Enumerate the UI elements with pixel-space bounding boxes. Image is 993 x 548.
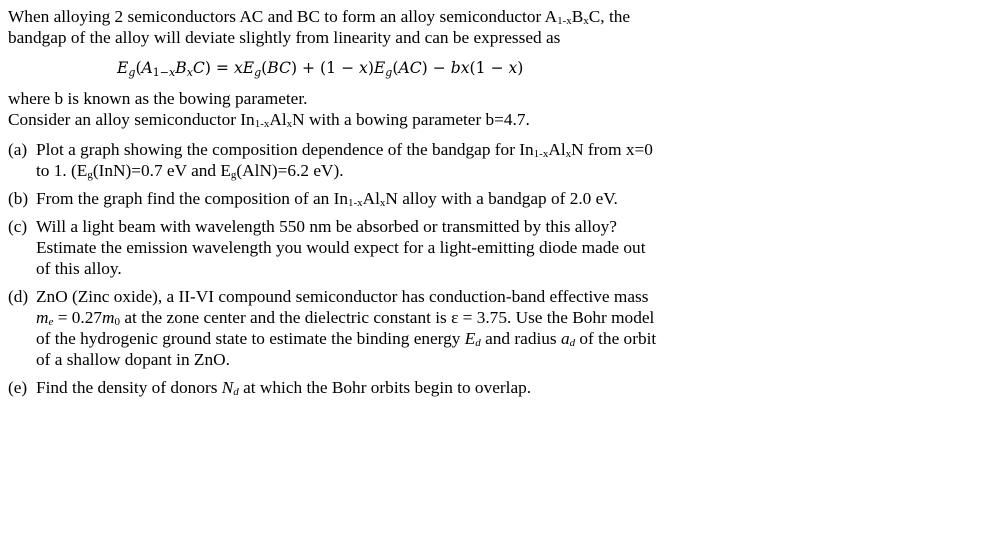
definition-line-1: where b is known as the bowing parameter. bbox=[8, 89, 308, 108]
intro-paragraph bbox=[8, 6, 698, 48]
intro-line-2: bandgap of the alloy will deviate slightly from linearity and can be expressed as bbox=[8, 28, 561, 47]
question-d-line-4: of a shallow dopant in ZnO. bbox=[36, 350, 230, 369]
question-c bbox=[8, 216, 698, 279]
bowing-equation: $E_g(A_{1-x}B_xC) = xE_g(BC) + (1 - x)E_g(AC) - bx(1 - x)$ bbox=[117, 59, 524, 79]
question-a-line-2: to 1. ($E_g(InN)=0.7$ eV and $E_g(AlN)=6.2$ eV). bbox=[36, 161, 344, 181]
definition-paragraph bbox=[8, 88, 698, 130]
question-d-line-2: $m_e = 0.27m_0$ at the zone center and the dielectric constant is ε = 3.75. Use the Bohr model bbox=[36, 308, 655, 328]
question-c-line-2: Estimate the emission wavelength you would expect for a light-emitting diode made out bbox=[36, 238, 646, 257]
question-d bbox=[8, 286, 698, 370]
question-b-line-1: From the graph find the composition of an $In_{1-x}Al_xN$ alloy with a bandgap of 2.0 eV. bbox=[36, 189, 618, 209]
question-c-line-3: of this alloy. bbox=[36, 259, 122, 278]
question-label: (a) bbox=[8, 140, 28, 159]
problem-document bbox=[8, 6, 698, 398]
question-d-line-1: ZnO (Zinc oxide), a II-VI compound semiconductor has conduction-band effective mass bbox=[36, 287, 649, 306]
question-label: (c) bbox=[8, 217, 28, 236]
question-a bbox=[8, 139, 698, 181]
question-e-line-1: Find the density of donors $N_d$ at which the Bohr orbits begin to overlap. bbox=[36, 378, 532, 398]
definition-line-2: Consider an alloy semiconductor $In_{1-x}Al_xN$ with a bowing parameter b=4.7. bbox=[8, 110, 530, 130]
question-label: (e) bbox=[8, 378, 28, 397]
question-b bbox=[8, 188, 698, 209]
question-c-line-1: Will a light beam with wavelength 550 nm be absorbed or transmitted by this alloy? bbox=[36, 217, 617, 236]
intro-line-1: When alloying 2 semiconductors AC and BC to form an alloy semiconductor $A_{1-x}B_xC$, the bbox=[8, 7, 631, 27]
question-e bbox=[8, 377, 698, 398]
question-d-line-3: of the hydrogenic ground state to estimate the binding energy $E_d$ and radius $a_d$ of the orbit bbox=[36, 329, 657, 349]
question-a-line-1: Plot a graph showing the composition dependence of the bandgap for $In_{1-x}Al_xN$ from x=0 bbox=[36, 140, 653, 160]
question-label: (d) bbox=[8, 287, 29, 306]
question-label: (b) bbox=[8, 189, 29, 208]
